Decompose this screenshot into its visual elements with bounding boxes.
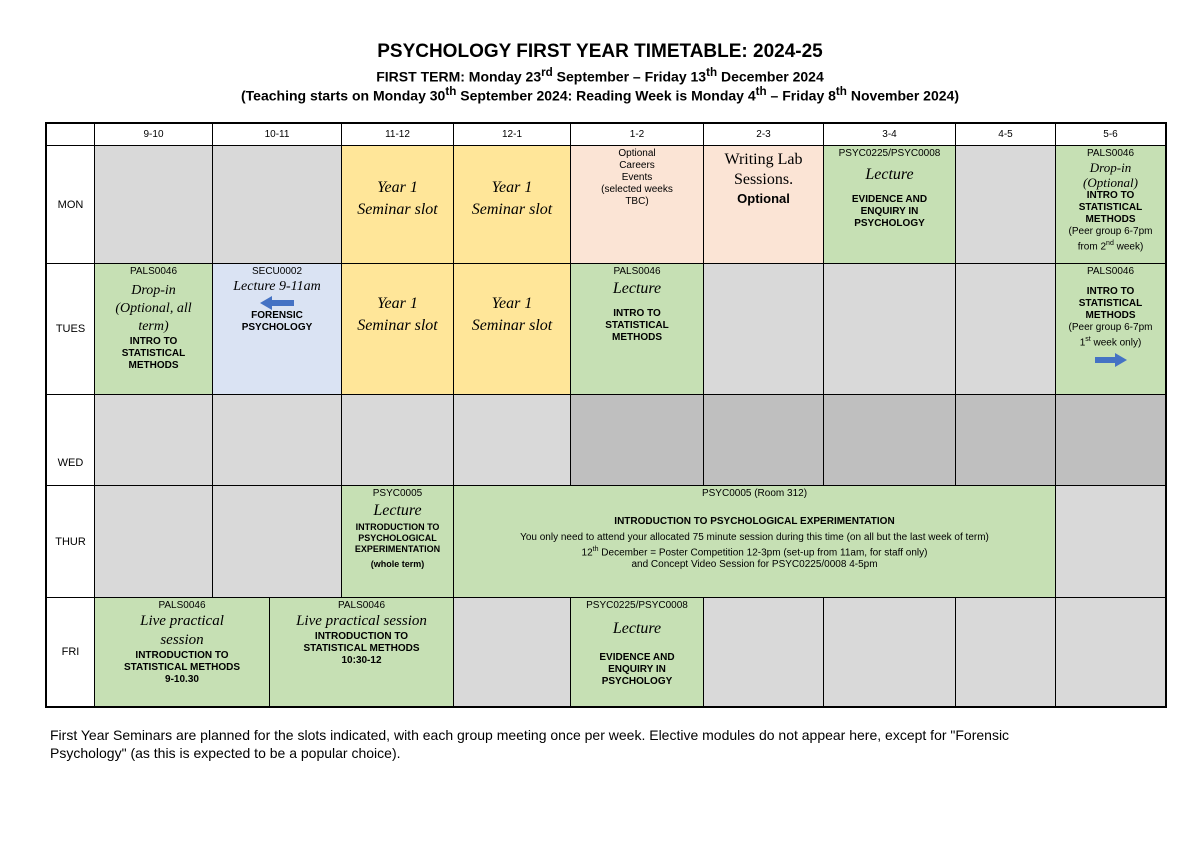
empty-slot bbox=[95, 146, 213, 264]
text: ENQUIRY IN bbox=[608, 664, 666, 675]
text: EVIDENCE AND bbox=[599, 652, 675, 663]
text: METHODS bbox=[612, 332, 662, 343]
module-code: SECU0002 bbox=[251, 266, 303, 277]
pals-practical bbox=[270, 598, 454, 706]
text: INTRODUCTION TO PSYCHOLOGICAL EXPERIMENTATION bbox=[614, 516, 895, 527]
empty-slot bbox=[956, 264, 1056, 395]
text: Drop-in bbox=[131, 283, 176, 298]
teaching-dates: (Teaching starts on Monday 30th September 2024: Reading Week is Monday 4th – Friday 8th November 2024) bbox=[240, 85, 959, 104]
session-type: Lecture bbox=[612, 620, 662, 637]
seminar-line: Seminar slot bbox=[471, 200, 553, 218]
careers-events bbox=[571, 146, 704, 264]
text: Optional bbox=[618, 148, 656, 159]
module-code: PSYC0225/PSYC0008 bbox=[586, 600, 688, 611]
text: session bbox=[160, 632, 204, 648]
module-code: PALS0046 bbox=[129, 266, 178, 277]
text: INTRO TO bbox=[1086, 286, 1135, 297]
seminar-line: Seminar slot bbox=[471, 317, 553, 334]
day-label-fri: FRI bbox=[47, 598, 95, 706]
free-slot bbox=[956, 395, 1056, 486]
seminar-slot bbox=[454, 146, 571, 264]
text: 9-10.30 bbox=[165, 674, 199, 685]
text: METHODS bbox=[128, 360, 179, 371]
empty-slot bbox=[213, 146, 342, 264]
empty-slot bbox=[704, 598, 824, 706]
text: Careers bbox=[619, 160, 655, 171]
text: INTRO TO bbox=[1086, 190, 1135, 201]
text: STATISTICAL bbox=[605, 320, 669, 331]
footnote bbox=[50, 726, 1160, 762]
seminar-slot bbox=[342, 264, 454, 395]
psyc-lecture bbox=[342, 486, 454, 598]
text: STATISTICAL METHODS bbox=[303, 643, 420, 654]
module-code: PSYC0005 (Room 312) bbox=[701, 488, 808, 499]
text: FORENSIC bbox=[251, 310, 303, 321]
empty-slot bbox=[824, 598, 956, 706]
text: 10:30-12 bbox=[341, 655, 382, 666]
empty-slot bbox=[1056, 486, 1165, 598]
term-dates: FIRST TERM: Monday 23rd September – Friday 13th December 2024 bbox=[376, 66, 824, 85]
footnote-line: Psychology" (as this is expected to be a popular choice). bbox=[50, 745, 401, 761]
time-header: 2-3 bbox=[704, 124, 824, 146]
empty-slot bbox=[213, 395, 342, 486]
seminar-slot bbox=[342, 146, 454, 264]
empty-slot bbox=[342, 395, 454, 486]
text: (selected weeks bbox=[601, 184, 673, 195]
text: You only need to attend your allocated 75 minute session during this time (on all but the last week of term) bbox=[520, 532, 989, 543]
pals-dropin bbox=[1056, 146, 1165, 264]
module-code: PALS0046 bbox=[1086, 148, 1135, 159]
text: 1st week only) bbox=[1079, 336, 1142, 349]
session-type: Lecture 9-11am bbox=[233, 279, 321, 294]
text: and Concept Video Session for PSYC0225/0008 4-5pm bbox=[631, 559, 878, 571]
text: 12th December = Poster Competition 12-3pm (set-up from 11am, for staff only) bbox=[581, 546, 928, 559]
text: INTRODUCTION TO bbox=[314, 631, 409, 642]
session-type: Lecture bbox=[865, 166, 914, 183]
text: STATISTICAL METHODS bbox=[123, 662, 241, 673]
empty-slot bbox=[1056, 598, 1165, 706]
text: (Peer group 6-7pm bbox=[1068, 226, 1153, 237]
text: STATISTICAL bbox=[1078, 298, 1143, 309]
text: (Optional) bbox=[1083, 175, 1138, 190]
module-code: PALS0046 bbox=[1086, 266, 1135, 277]
text: EXPERIMENTATION bbox=[354, 544, 441, 554]
text: TBC) bbox=[625, 196, 649, 207]
text: INTRO TO bbox=[613, 308, 661, 319]
time-header: 3-4 bbox=[824, 124, 956, 146]
text: Writing Lab bbox=[724, 151, 803, 168]
day-label-mon: MON bbox=[47, 146, 95, 264]
forensic-lecture bbox=[213, 264, 342, 395]
seminar-line: Year 1 bbox=[491, 178, 533, 196]
pals-dropin bbox=[95, 264, 213, 395]
text: (Peer group 6-7pm bbox=[1068, 322, 1153, 333]
session-type: Lecture bbox=[612, 280, 662, 297]
day-label-thur: THUR bbox=[47, 486, 95, 598]
text: METHODS bbox=[1085, 310, 1136, 321]
seminar-line: Year 1 bbox=[377, 178, 418, 196]
text: METHODS bbox=[1085, 214, 1136, 225]
text: Events bbox=[621, 172, 653, 183]
module-code: PSYC0225/PSYC0008 bbox=[838, 148, 941, 159]
day-label-tues: TUES bbox=[47, 264, 95, 395]
module-code: PALS0046 bbox=[613, 266, 661, 277]
text: Optional bbox=[737, 191, 790, 206]
free-slot bbox=[704, 395, 824, 486]
psyc-lecture bbox=[824, 146, 956, 264]
empty-slot bbox=[704, 264, 824, 395]
time-header: 11-12 bbox=[342, 124, 454, 146]
footnote-line: First Year Seminars are planned for the slots indicated, with each group meeting once per week. Elective modules do not appear here, except for "Forensic bbox=[50, 727, 1010, 743]
text: PSYCHOLOGY bbox=[854, 218, 925, 229]
page-title: PSYCHOLOGY FIRST YEAR TIMETABLE: 2024-25 bbox=[377, 41, 823, 62]
pals-peer-group bbox=[1056, 264, 1165, 395]
text: (whole term) bbox=[370, 559, 425, 569]
text: STATISTICAL bbox=[121, 348, 186, 359]
empty-slot bbox=[454, 395, 571, 486]
psyc-lecture bbox=[571, 598, 704, 706]
timetable-grid bbox=[45, 122, 1167, 708]
session-type: Lecture bbox=[373, 502, 422, 519]
writing-lab bbox=[704, 146, 824, 264]
time-header: 9-10 bbox=[95, 124, 213, 146]
empty-slot bbox=[213, 486, 342, 598]
text: INTRODUCTION TO bbox=[135, 650, 229, 661]
text: EVIDENCE AND bbox=[851, 194, 928, 205]
text: INTRODUCTION TO bbox=[355, 522, 440, 532]
time-header: 5-6 bbox=[1056, 124, 1165, 146]
pals-practical bbox=[95, 598, 270, 706]
text: term) bbox=[138, 319, 169, 334]
text: Live practical session bbox=[296, 613, 427, 629]
module-code: PALS0046 bbox=[337, 600, 386, 611]
seminar-line: Year 1 bbox=[377, 295, 418, 312]
time-header: 1-2 bbox=[571, 124, 704, 146]
time-header: 10-11 bbox=[213, 124, 342, 146]
seminar-line: Seminar slot bbox=[357, 317, 438, 334]
free-slot bbox=[824, 395, 956, 486]
text: PSYCHOLOGY bbox=[601, 676, 673, 687]
seminar-line: Seminar slot bbox=[357, 200, 438, 218]
empty-slot bbox=[956, 598, 1056, 706]
text: from 2nd week) bbox=[1077, 240, 1144, 253]
empty-slot bbox=[824, 264, 956, 395]
time-header: 4-5 bbox=[956, 124, 1056, 146]
text: Drop-in bbox=[1089, 160, 1132, 175]
module-code: PALS0046 bbox=[158, 600, 206, 611]
seminar-line: Year 1 bbox=[491, 295, 533, 312]
text: (Optional, all bbox=[115, 301, 192, 316]
arrow-left-icon bbox=[260, 296, 294, 310]
module-code: PSYC0005 bbox=[372, 488, 423, 499]
text: Sessions. bbox=[733, 171, 794, 188]
text: STATISTICAL bbox=[1078, 202, 1143, 213]
pals-lecture bbox=[571, 264, 704, 395]
free-slot bbox=[1056, 395, 1165, 486]
free-slot bbox=[571, 395, 704, 486]
seminar-slot bbox=[454, 264, 571, 395]
text: INTRO TO bbox=[129, 336, 178, 347]
psyc-experimentation bbox=[454, 486, 1056, 598]
text: ENQUIRY IN bbox=[860, 206, 919, 217]
empty-slot bbox=[956, 146, 1056, 264]
empty-slot bbox=[95, 395, 213, 486]
time-header: 12-1 bbox=[454, 124, 571, 146]
empty-slot bbox=[454, 598, 571, 706]
arrow-right-icon bbox=[1095, 353, 1127, 367]
empty-slot bbox=[95, 486, 213, 598]
text: PSYCHOLOGY bbox=[241, 322, 313, 333]
corner-cell bbox=[47, 124, 95, 146]
day-label-wed: WED bbox=[47, 395, 95, 486]
text: Live practical bbox=[140, 613, 224, 629]
text: PSYCHOLOGICAL bbox=[358, 533, 437, 543]
